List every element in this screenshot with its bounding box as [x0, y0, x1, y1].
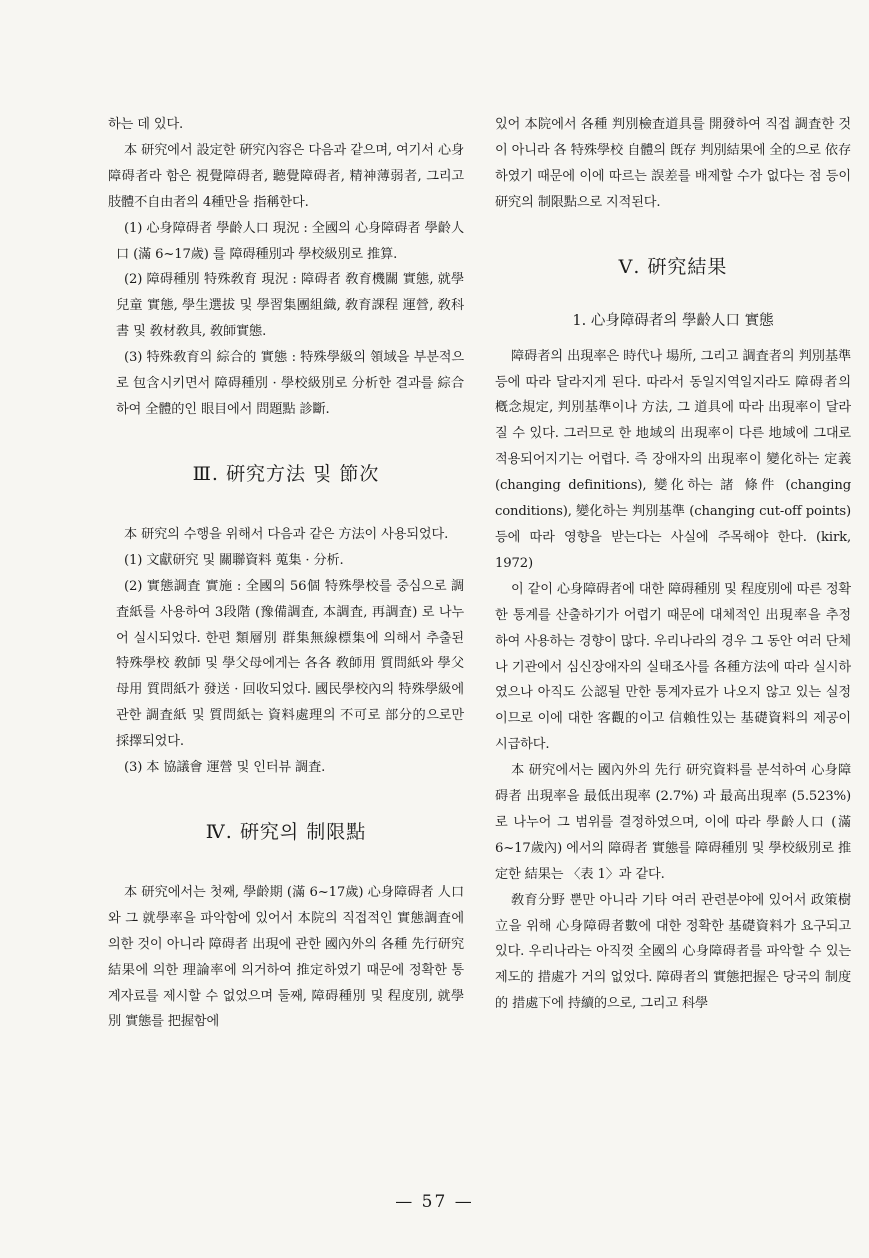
subsection-heading: 1. 心身障碍者의 學齡人口 實態	[572, 312, 774, 329]
paragraph: 있어 本院에서 各種 判別檢査道具를 開發하여 직접 調査한 것이 아니라 各 特殊學校 自體의 旣存 判別結果에 全的으로 依存하였기 때문에 이에 따르는 誤差를 배제할 수가 없다는 점 등이 研究의 制限點으로 지적된다.	[495, 117, 851, 210]
paragraph: 本 研究에서는 첫째, 學齡期 (滿 6~17歲) 心身障碍者 人口와 그 就學率을 파악함에 있어서 本院의 직접적인 實態調査에 의한 것이 아니라 障碍者 出現에 관한 國內外의 各種 先行研究 結果에 의한 理論率에 의거하여 推定하였기 때문에 정확한 통계자료를 제시할 수 없었으며 둘째, 障碍種別 및 程度別, 就學別 實態를 把握함에	[108, 884, 464, 1030]
paragraph: 이 같이 心身障碍者에 대한 障碍種別 및 程度別에 따른 정확한 통계를 산출하기가 어렵기 때문에 대체적인 出現率을 추정하여 사용하는 경향이 많다. 우리나라의 경우 그 동안 여러 단체나 기관에서 심신장애자의 실태조사를 各種方法에 따라 실시하였으나 아직도 公認될 만한 통계자료가 나오지 않고 있는 실정이므로 이에 대한 客觀的이고 信賴性있는 基礎資料의 제공이 시급하다.	[495, 581, 851, 753]
paragraph: 敎育分野 뿐만 아니라 기타 여러 관련분야에 있어서 政策樹立을 위해 心身障碍者數에 대한 정확한 基礎資料가 요구되고 있다. 우리나라는 아직껏 全國의 心身障碍者를 파악할 수 있는 제도的 措處가 거의 없었다. 障碍者의 實態把握은 당국의 制度的 措處下에 持續的으로, 그리고 科學	[495, 892, 851, 1012]
list-item: (2) 實態調査 實施 : 全國의 56個 特殊學校를 중심으로 調査紙를 사용하여 3段階 (豫備調査, 本調査, 再調査) 로 나누어 실시되었다. 한편 類層別 群集無線標集에 의해서 추출된 特殊學校 敎師 및 學父母에게는 各各 敎師用 質問紙와 學父母用 質問紙가 發送 · 回收되었다. 國民學校內의 特殊學級에 관한 調査紙 및 質問紙는 資料處理의 不可로 部分的으로만 採擇되었다.	[116, 578, 465, 750]
list-item: (1) 心身障碍者 學齡人口 現況 : 全國의 心身障碍者 學齡人口 (滿 6~17歲) 를 障碍種別과 學校級別로 推算.	[116, 220, 464, 262]
paragraph: 障碍者의 出現率은 時代나 場所, 그리고 調査者의 判別基準 등에 따라 달라지게 된다. 따라서 동일지역일지라도 障碍者의 槪念規定, 判別基準이나 方法, 그 道具에 따라 出現率이 달라질 수 있다. 그러므로 한 地域의 出現率이 다른 地域에 그대로 적용되어지기는 어렵다. 즉 장애자의 出現率이 變化하는 定義 (changing definitions), 變化하는 諸 條件 (changing conditions), 變化하는 判別基準 (changing cut-off points) 등에 따라 영향을 받는다는 사실에 주목해야 한다. (kirk, 1972)	[495, 348, 851, 571]
paragraph: 本 研究에서 設定한 硏究內容은 다음과 같으며, 여기서 心身障碍者라 함은 視覺障碍者, 聽覺障碍者, 精神薄弱者, 그리고 肢體不自由者의 4種만을 指稱한다.	[108, 142, 464, 210]
right-column	[495, 112, 851, 1017]
left-column	[108, 112, 464, 1035]
paragraph: 本 研究의 수행을 위해서 다음과 같은 方法이 사용되었다.	[124, 526, 449, 542]
list-item: (2) 障碍種別 特殊敎育 現況 : 障碍者 敎育機關 實態, 就學兒童 實態, 學生選拔 및 學習集團組織, 敎育課程 運營, 敎科書 및 敎材敎具, 敎師實態.	[116, 272, 464, 340]
list-item: (1) 文獻研究 및 關聯資料 蒐集 · 分析.	[124, 552, 344, 568]
list-item: (3) 特殊敎育의 綜合的 實態 : 特殊學級의 領域을 부분적으로 包含시키면서 障碍種別 · 學校級別로 分析한 결과를 綜合하여 全體的인 眼目에서 問題點 診斷.	[116, 350, 464, 417]
section-heading: Ⅴ. 硏究結果	[618, 255, 728, 278]
paragraph: 本 研究에서는 國內外의 先行 研究資料를 분석하여 心身障碍者 出現率을 最低出現率 (2.7%) 과 最高出現率 (5.523%) 로 나누어 그 범위를 결정하였으며, 이에 따라 學齡人口 (滿6~17歲內) 에서의 障碍者 實態를 障碍種別 및 學校級別로 推定한 結果는 〈表 1〉과 같다.	[495, 763, 851, 882]
page-number: — 57 —	[395, 1192, 474, 1212]
paragraph: 하는 데 있다.	[108, 117, 184, 132]
section-heading: Ⅳ. 硏究의 制限點	[205, 820, 367, 843]
section-heading: Ⅲ. 硏究方法 및 節次	[192, 462, 380, 485]
list-item: (3) 本 協議會 運營 및 인터뷰 調査.	[124, 760, 326, 776]
